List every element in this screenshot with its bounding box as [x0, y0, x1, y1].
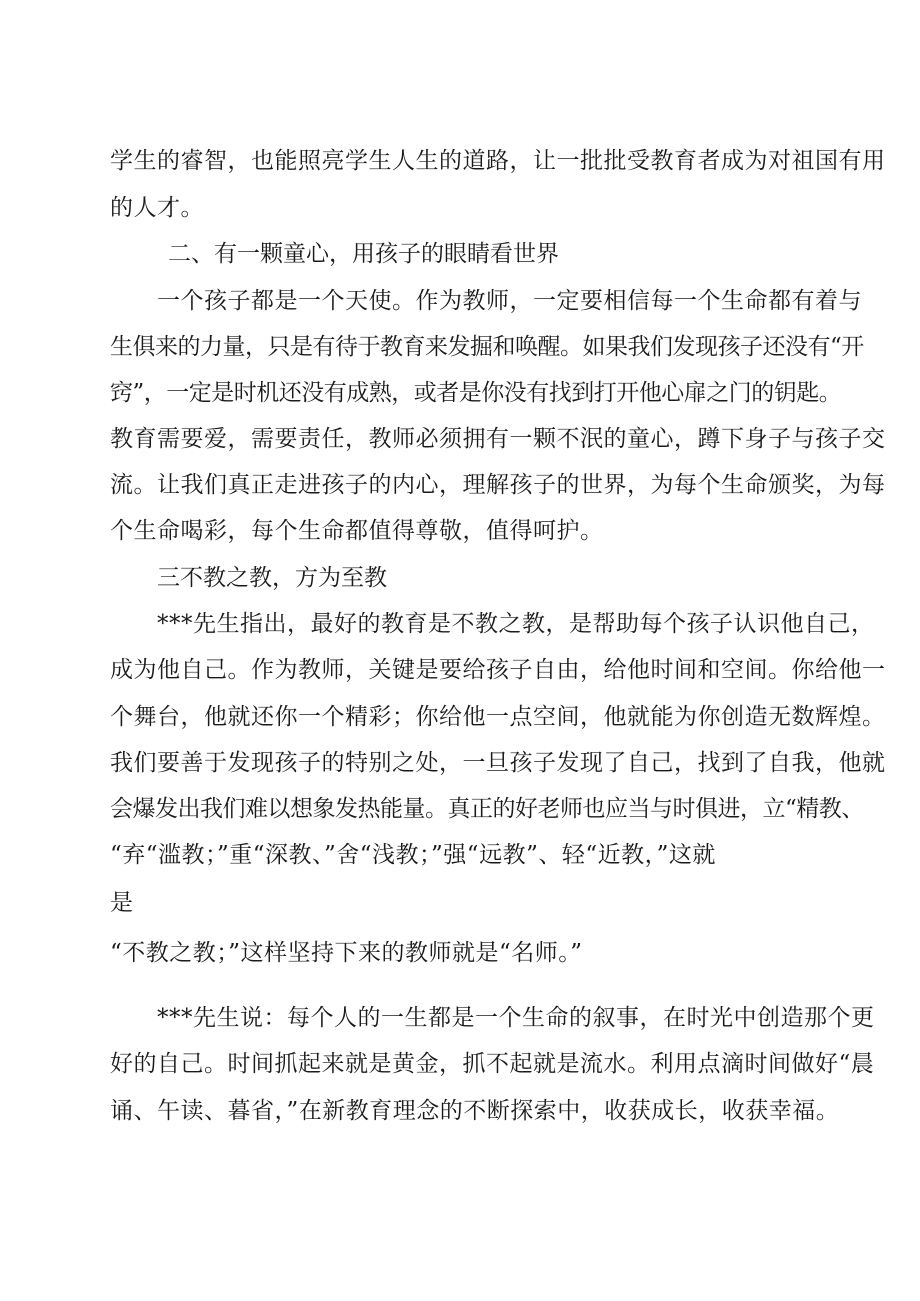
section3-para1-line-1: ***先生指出，最好的教育是不教之教，是帮助每个孩子认识他自己，: [157, 611, 875, 637]
section2-line-6: 个生命喝彩，每个生命都值得尊敬，值得呵护。: [110, 518, 604, 544]
section3-para1-line-2: 成为他自己。作为教师，关键是要给孩子自由，给他时间和空间。你给他一: [110, 657, 886, 683]
section3-para1-line-8: “不教之教；”这样坚持下来的教师就是“名师。”: [110, 940, 583, 966]
section2-line-4: 教育需要爱，需要责任，教师必须拥有一颗不泯的童心，蹲下身子与孩子交: [110, 426, 886, 452]
section3-para1-line-4: 我们要善于发现孩子的特别之处，一旦孩子发现了自己，找到了自我，他就: [110, 750, 886, 776]
section3-para2-line-1: ***先生说：每个人的一生都是一个生命的叙事，在时光中创造那个更: [157, 1005, 875, 1031]
section2-line-5: 流。让我们真正走进孩子的内心，理解孩子的世界，为每个生命颁奖，为每: [110, 472, 886, 498]
section3-para2-line-3: 诵、午读、暮省，”在新教育理念的不断探索中，收获成长，收获幸福。: [110, 1098, 840, 1124]
section3-para1-line-7: 是: [110, 890, 134, 916]
section2-line-1: 一个孩子都是一个天使。作为教师，一定要相信每一个生命都有着与: [157, 288, 862, 314]
intro-line-2: 的人才。: [110, 195, 204, 221]
section3-para1-line-6: “弃“滥教；”重“深教、”舍“浅教；”强“远教”、轻“近教，”这就: [110, 842, 716, 868]
section2-line-3: 窍”，一定是时机还没有成熟，或者是你没有找到打开他心扉之门的钥匙。: [110, 380, 842, 406]
section3-heading: 三不教之教，方为至教: [157, 565, 387, 591]
section2-heading: 二、有一颗童心，用孩子的眼睛看世界: [168, 241, 559, 267]
section3-para2-line-2: 好的自己。时间抓起来就是黄金，抓不起就是流水。利用点滴时间做好“晨: [110, 1051, 875, 1077]
section3-para1-line-3: 个舞台，他就还你一个精彩；你给他一点空间，他就能为你创造无数辉煌。: [110, 704, 886, 730]
section2-line-2: 生俱来的力量，只是有待于教育来发掘和唤醒。如果我们发现孩子还没有“开: [110, 334, 864, 360]
section3-para1-line-5: 会爆发出我们难以想象发热能量。真正的好老师也应当与时俱进，立“精教、: [110, 796, 864, 822]
intro-line-1: 学生的睿智，也能照亮学生人生的道路，让一批批受教育者成为对祖国有用: [110, 148, 886, 174]
